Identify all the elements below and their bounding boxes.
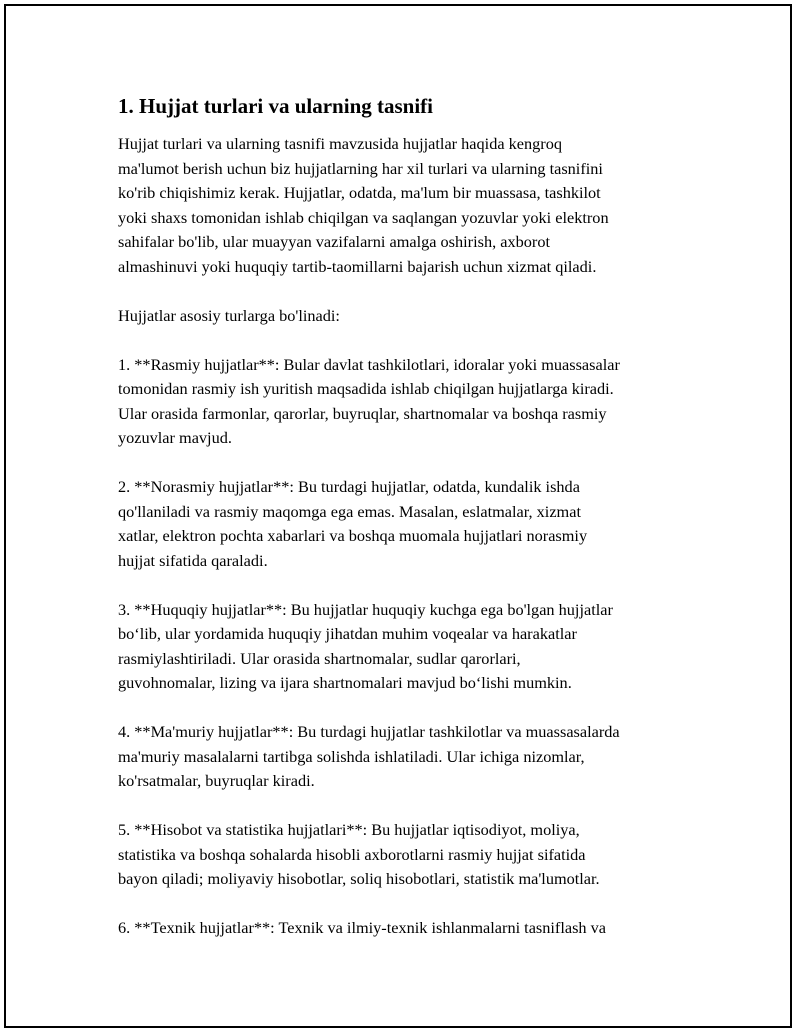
intro-paragraph: Hujjat turlari va ularning tasnifi mavzusida hujjatlar haqida kengroq ma'lumot berish uchun biz hujjatlarning har xil turlari va ularning tasnifini ko'rib chiqishimiz kerak. Hujjatlar, odatda, ma'lum bir muassasa, tashkilot yoki shaxs tomonidan ishlab chiqilgan va saqlangan yozuvlar yoki elektron sahifalar bo'lib, ular muayyan vazifalarni amalga oshirish, axborot almashinuvi yoki huquqiy tartib-taomillarni bajarish uchun xizmat qiladi. bbox=[118, 134, 609, 276]
document-body bbox=[118, 92, 698, 965]
types-lead-paragraph: Hujjatlar asosiy turlarga bo'linadi: bbox=[118, 305, 340, 325]
section-heading: 1. Hujjat turlari va ularning tasnifi bbox=[118, 94, 434, 118]
list-item-official-documents: 1. **Rasmiy hujjatlar**: Bular davlat tashkilotlari, idoralar yoki muassasalar tomonidan rasmiy ish yuritish maqsadida ishlab chiqilgan hujjatlarga kiradi. Ular orasida farmonlar, qarorlar, buyruqlar, shartnomalar va boshqa rasmiy yozuvlar mavjud. bbox=[118, 354, 620, 447]
list-item-administrative-documents: 4. **Ma'muriy hujjatlar**: Bu turdagi hujjatlar tashkilotlar va muassasalarda ma'muriy masalalarni tartibga solishda ishlatiladi. Ular ichiga nizomlar, ko'rsatmalar, buyruqlar kiradi. bbox=[118, 722, 620, 790]
list-item-legal-documents: 3. **Huquqiy hujjatlar**: Bu hujjatlar huquqiy kuchga ega bo'lgan hujjatlar bo‘lib, ular yordamida huquqiy jihatdan muhim voqealar va harakatlar rasmiylashtiriladi. Ular orasida shartnomalar, sudlar qarorlari, guvohnomalar, lizing va ijara shartnomalari mavjud bo‘lishi mumkin. bbox=[118, 599, 613, 692]
list-item-unofficial-documents: 2. **Norasmiy hujjatlar**: Bu turdagi hujjatlar, odatda, kundalik ishda qo'llaniladi va rasmiy maqomga ega emas. Masalan, eslatmalar, xizmat xatlar, elektron pochta xabarlari va boshqa muomala hujjatlari norasmiy hujjat sifatida qaraladi. bbox=[118, 477, 588, 570]
list-item-technical-documents: 6. **Texnik hujjatlar**: Texnik va ilmiy-texnik ishlanmalarni tasniflash va bbox=[118, 918, 607, 937]
list-item-report-statistics-documents: 5. **Hisobot va statistika hujjatlari**: Bu hujjatlar iqtisodiyot, moliya, statistika va boshqa sohalarda hisobli axborotlarni rasmiy hujjat sifatida bayon qiladi; moliyaviy hisobotlar, soliq hisobotlari, statistik ma'lumotlar. bbox=[118, 820, 600, 888]
